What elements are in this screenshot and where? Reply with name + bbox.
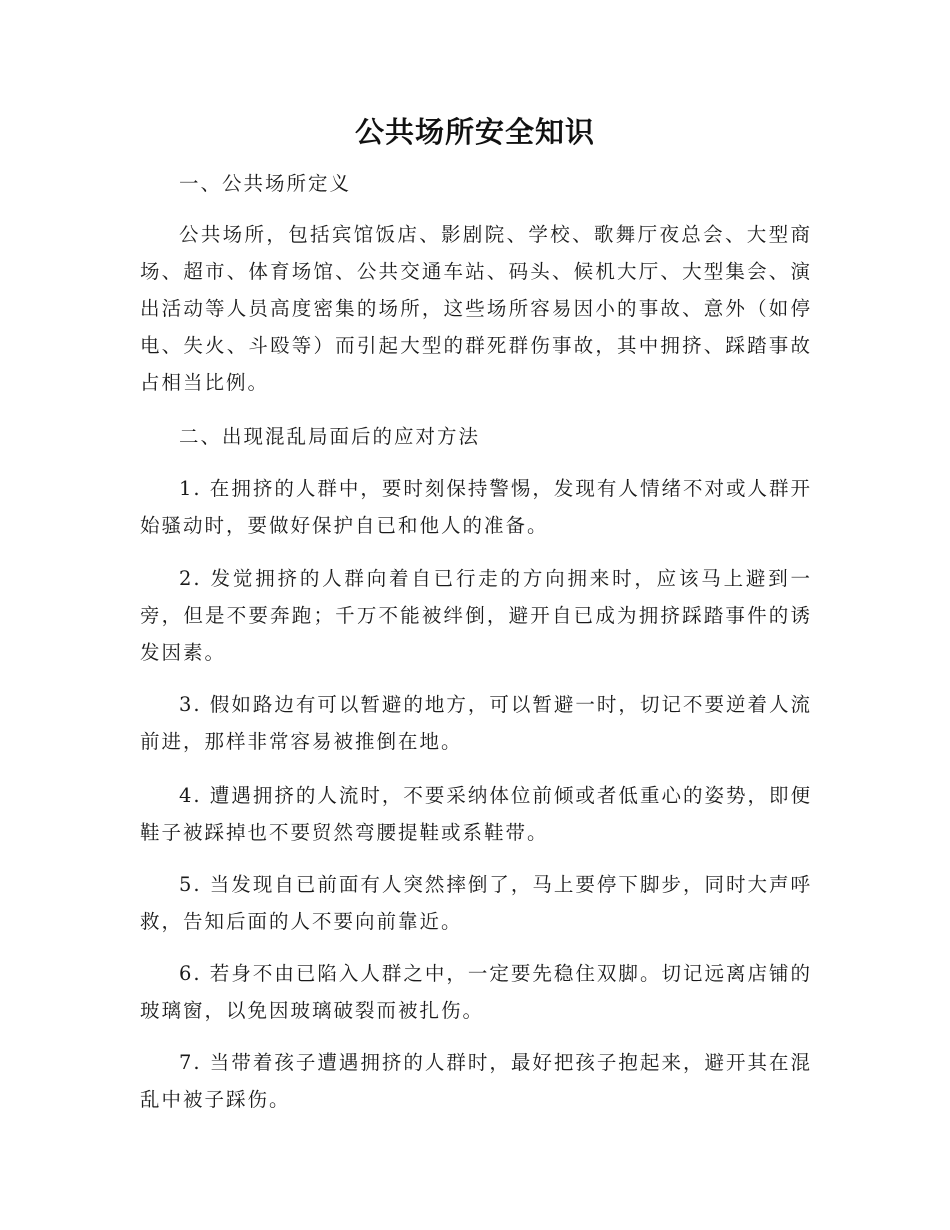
- list-item-4: 4. 遭遇拥挤的人流时，不要采纳体位前倾或者低重心的姿势，即便鞋子被踩掉也不要贸然弯腰提鞋或系鞋带。: [140, 784, 812, 844]
- list-item-2: 2. 发觉拥挤的人群向着自已行走的方向拥来时，应该马上避到一旁，但是不要奔跑；千万不能被绊倒，避开自已成为拥挤踩踏事件的诱发因素。: [140, 567, 812, 664]
- section-heading-response: 二、出现混乱局面后的应对方法: [179, 425, 481, 448]
- document-title: 公共场所安全知识: [354, 115, 595, 149]
- list-item-3: 3. 假如路边有可以暂避的地方，可以暂避一时，切记不要逆着人流前进，那样非常容易被推倒在地。: [140, 693, 812, 753]
- section-heading-definition: 一、公共场所定义: [179, 172, 352, 195]
- list-item-6: 6. 若身不由已陷入人群之中，一定要先稳住双脚。切记远离店铺的玻璃窗，以免因玻璃破裂而被扎伤。: [140, 962, 812, 1022]
- list-item-7: 7. 当带着孩子遭遇拥挤的人群时，最好把孩子抱起来，避开其在混乱中被子踩伤。: [140, 1051, 812, 1111]
- list-item-1: 1. 在拥挤的人群中，要时刻保持警惕，发现有人情绪不对或人群开始骚动时，要做好保护自已和他人的准备。: [140, 477, 812, 537]
- definition-paragraph: 公共场所，包括宾馆饭店、影剧院、学校、歌舞厅夜总会、大型商场、超市、体育场馆、公共交通车站、码头、候机大厅、大型集会、演出活动等人员高度密集的场所，这些场所容易因小的事故、意外（如停电、失火、斗殴等）而引起大型的群死群伤事故，其中拥挤、踩踏事故占相当比例。: [140, 223, 812, 394]
- list-item-5: 5. 当发现自已前面有人突然摔倒了，马上要停下脚步，同时大声呼救，告知后面的人不要向前靠近。: [140, 873, 812, 933]
